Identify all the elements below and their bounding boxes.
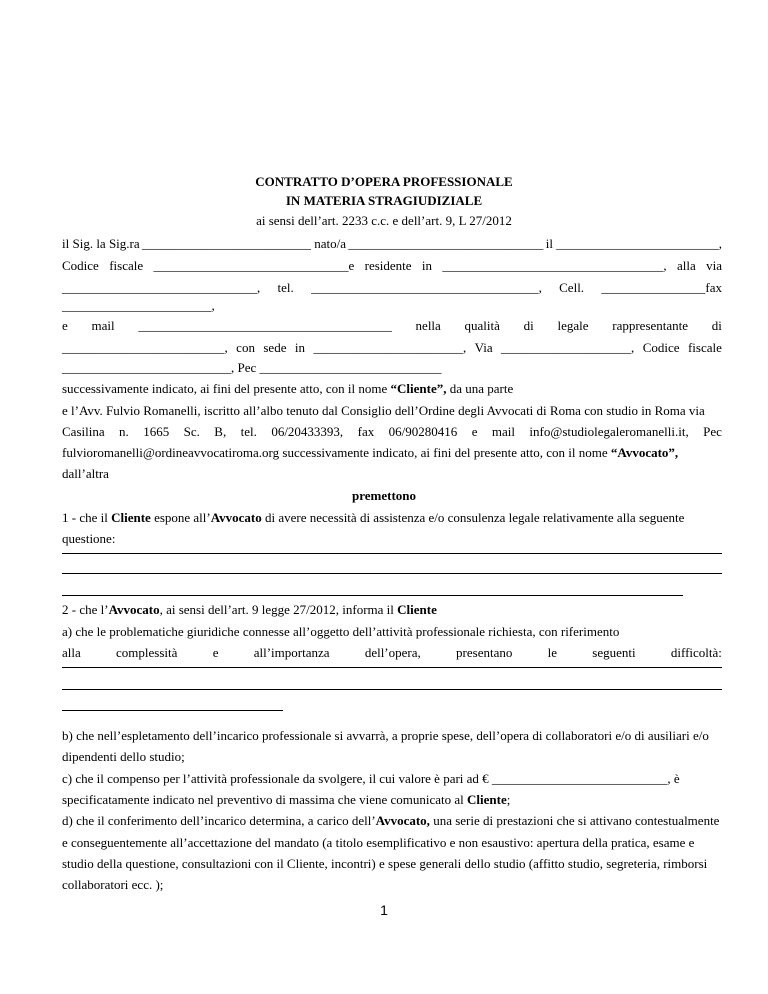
point-a-line-2: alla complessità e all’importanza dell’opera, presentano le seguenti difficoltà: xyxy=(62,645,722,660)
point-d-line-2: e conseguentemente all’accettazione del mandato (a titolo esemplificativo e non esaustivo: apertura della pratica, esame e xyxy=(62,835,695,850)
title-line-1: CONTRATTO D’OPERA PROFESSIONALE xyxy=(255,174,513,189)
blank-line xyxy=(62,573,722,574)
fiscal-code-line: Codice fiscale ______________________________e residente in __________________________________, alla via xyxy=(62,258,722,273)
title-line-2: IN MATERIA STRAGIUDIZIALE xyxy=(285,193,483,208)
email-line: e mail _______________________________________ nella qualità di legale rappresentante di xyxy=(62,318,722,333)
avvocato-definition: fulvioromanelli@ordineavvocatiroma.org successivamente indicato, ai fini del presente atto, con il nome “Avvocato”, xyxy=(62,445,679,460)
client-name-line: il Sig. la Sig.ra __________________________ nato/a ______________________________ il _________________________, xyxy=(62,236,722,251)
blank-line xyxy=(62,689,722,690)
point-b-line-2: dipendenti dello studio; xyxy=(62,749,185,764)
phone-line: ______________________________, tel. ___________________________________, Cell. ________________fax xyxy=(62,280,722,295)
point-d-line-4: collaboratori ecc. ); xyxy=(62,877,164,892)
point-d-line-1: d) che il conferimento dell’incarico determina, a carico dell’Avvocato, una serie di prestazioni che si attivano contestualmente xyxy=(62,813,720,828)
point-1-line-2: questione: xyxy=(62,531,116,546)
blank-line xyxy=(62,553,722,554)
seat-line: _________________________, con sede in _______________________, Via ____________________, Codice fiscale xyxy=(62,340,722,355)
premettono-heading: premettono xyxy=(351,488,417,503)
cliente-definition: successivamente indicato, ai fini del presente atto, con il nome “Cliente”, da una parte xyxy=(62,381,514,396)
point-d-line-3: studio della questione, consultazioni con il Cliente, incontri) e spese generali dello studio (affitto studio, segreteria, rimborsi xyxy=(62,856,708,871)
point-2-line: 2 - che l’Avvocato, ai sensi dell’art. 9 legge 27/2012, informa il Cliente xyxy=(62,602,437,617)
point-b-line-1: b) che nell’espletamento dell’incarico professionale si avvarrà, a proprie spese, dell’opera di collaboratori e/o di ausiliari e/o xyxy=(62,728,709,743)
pec-line: __________________________, Pec ____________________________ xyxy=(62,360,442,375)
point-a-line-1: a) che le problematiche giuridiche connesse all’oggetto dell’attività professionale richiesta, con riferimento xyxy=(62,624,620,639)
page-number: 1 xyxy=(380,902,388,918)
point-c-line-2: specificatamente indicato nel preventivo di massima che viene comunicato al Cliente; xyxy=(62,792,511,807)
blank-line xyxy=(62,710,283,711)
title-line-3: ai sensi dell’art. 2233 c.c. e dell’art. 9, L 27/2012 xyxy=(256,213,512,228)
blank-line xyxy=(62,595,683,596)
point-c-line-1: c) che il compenso per l’attività professionale da svolgere, il cui valore è pari ad € ___________________________, è xyxy=(62,771,680,786)
avvocato-intro: e l’Avv. Fulvio Romanelli, iscritto all’albo tenuto dal Consiglio dell’Ordine degli Avvocati di Roma con studio in Roma via xyxy=(62,403,705,418)
dallaltra: dall’altra xyxy=(62,466,109,481)
point-1-line-1: 1 - che il Cliente espone all’Avvocato di avere necessità di assistenza e/o consulenza legale relativamente alla seguente xyxy=(62,510,685,525)
avvocato-contacts: Casilina n. 1665 Sc. B, tel. 06/20433393, fax 06/90280416 e mail info@studiolegaleromanelli.it, Pec xyxy=(62,424,722,439)
blank-line xyxy=(62,667,722,668)
fax-blank: _______________________, xyxy=(62,298,215,313)
